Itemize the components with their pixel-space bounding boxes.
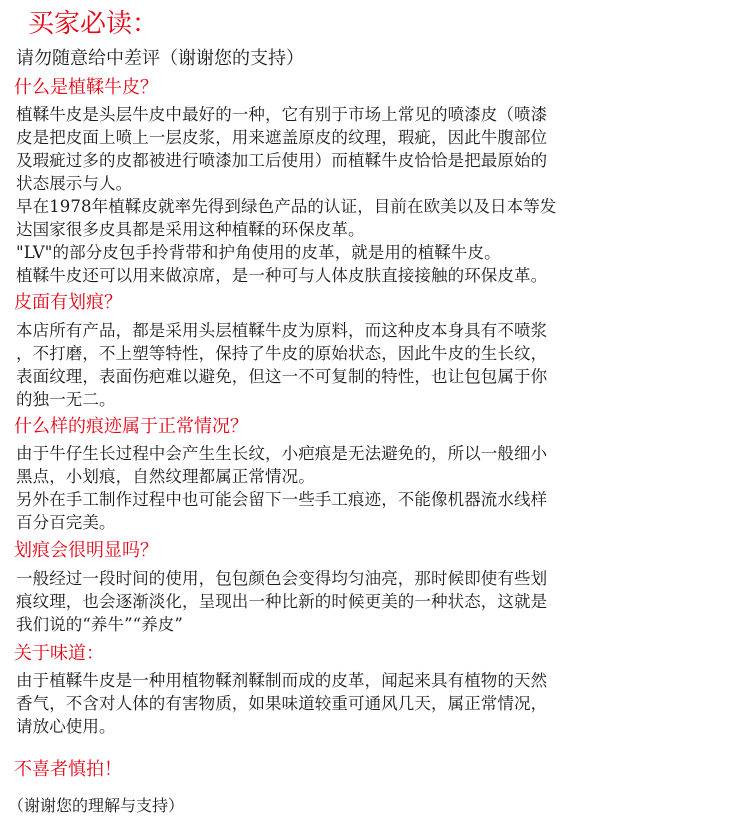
paragraph-line: 皮是把皮面上喷上一层皮浆，用来遮盖原皮的纹理，瑕疵，因此牛腹部位 (16, 128, 548, 147)
section-heading: 关于味道： (14, 643, 104, 664)
paragraph-line: 一般经过一段时间的使用，包包颜色会变得均匀油亮，那时候即使有些划 (16, 569, 548, 588)
section-heading: 皮面有划痕？ (14, 292, 122, 313)
paragraph-line: 由于植鞣牛皮是一种用植物鞣剂鞣制而成的皮革，闻起来具有植物的天然 (16, 671, 548, 690)
paragraph-line: 我们说的“养牛”“养皮” (16, 615, 183, 634)
paragraph-line: 及瑕疵过多的皮都被进行喷漆加工后使用）而植鞣牛皮恰恰是把最原始的 (16, 151, 548, 170)
paragraph-line: 百分百完美。 (16, 513, 116, 532)
warning-text: 不喜者慎拍！ (14, 759, 122, 780)
section-heading: 什么样的痕迹属于正常情况？ (14, 416, 248, 437)
footer-thanks: （谢谢您的理解与支持） (8, 796, 185, 815)
paragraph-line: 状态展示与人。 (16, 174, 133, 193)
paragraph-line: 植鞣牛皮是头层牛皮中最好的一种，它有别于市场上常见的喷漆皮（喷漆 (16, 105, 548, 124)
subtitle: 请勿随意给中差评（谢谢您的支持） (16, 48, 304, 69)
paragraph-line: 表面纹理，表面伤疤难以避免，但这一不可复制的特性，也让包包属于你 (16, 367, 548, 386)
page-title: 买家必读： (28, 9, 159, 39)
paragraph-line: 黑点，小划痕，自然纹理都属正常情况。 (16, 467, 315, 486)
paragraph-line: 痕纹理，也会逐渐淡化，呈现出一种比新的时候更美的一种状态，这就是 (16, 592, 548, 611)
paragraph-line: 请放心使用。 (16, 717, 116, 736)
section-heading: 什么是植鞣牛皮？ (14, 77, 158, 98)
paragraph-line: 早在1978年植鞣皮就率先得到绿色产品的认证，目前在欧美以及日本等发 (16, 197, 557, 216)
paragraph-line: "LV"的部分皮包手拎背带和护角使用的皮革，就是用的植鞣牛皮。 (16, 243, 501, 262)
paragraph-line: 另外在手工制作过程中也可能会留下一些手工痕迹，不能像机器流水线样 (16, 490, 548, 509)
paragraph-line: 由于牛仔生长过程中会产生生长纹，小疤痕是无法避免的，所以一般细小 (16, 444, 548, 463)
paragraph-line: ，不打磨，不上塑等特性，保持了牛皮的原始状态，因此牛皮的生长纹， (16, 344, 548, 363)
paragraph-line: 的独一无二。 (16, 390, 116, 409)
paragraph-line: 达国家很多皮具都是采用这种植鞣的环保皮革。 (16, 220, 365, 239)
section-heading: 划痕会很明显吗？ (14, 540, 158, 561)
paragraph-line: 植鞣牛皮还可以用来做凉席，是一种可与人体皮肤直接接触的环保皮革。 (16, 266, 548, 285)
paragraph-line: 本店所有产品，都是采用头层植鞣牛皮为原料，而这种皮本身具有不喷浆 (16, 321, 548, 340)
paragraph-line: 香气，不含对人体的有害物质，如果味道较重可通风几天，属正常情况， (16, 694, 548, 713)
